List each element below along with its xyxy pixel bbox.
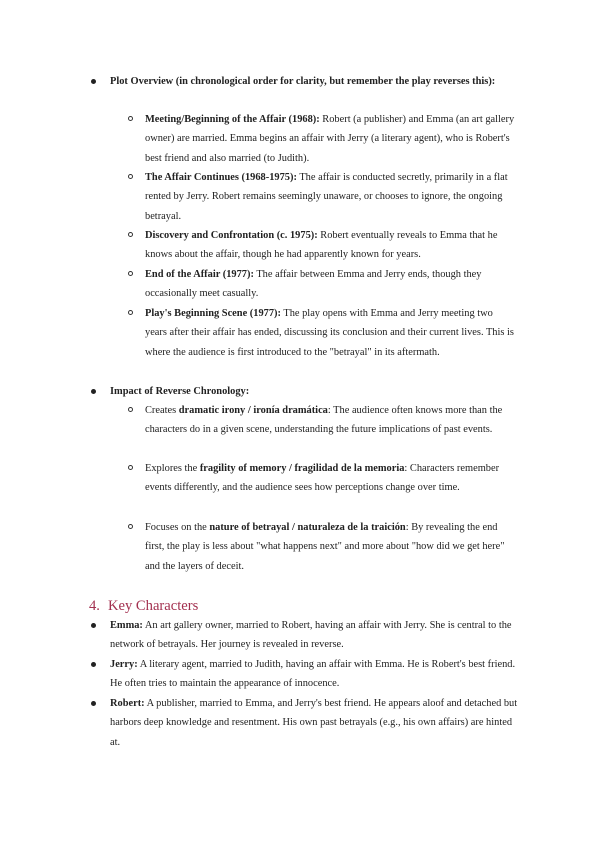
hollow-bullet-icon	[128, 310, 133, 315]
bullet-icon	[91, 389, 96, 394]
overview-item-beginning-scene: Play's Beginning Scene (1977): The play opens with Emma and Jerry meeting two years after their affair has ended, discussing its conclusion and their current lives. This is where the audience is first introduced to the "betrayal" in its aftermath.	[145, 308, 514, 358]
bullet-icon	[91, 662, 96, 667]
hollow-bullet-icon	[128, 407, 133, 412]
plot-overview-heading	[110, 72, 522, 91]
character-emma: Emma: An art gallery owner, married to Robert, having an affair with Jerry. She is central to the network of betrayals. Her journey is revealed in reverse.	[110, 620, 512, 651]
overview-item-continues: The Affair Continues (1968-1975): The affair is conducted secretly, primarily in a flat rented by Jerry. Robert remains seemingly unaware, or chooses to ignore, the ongoing betrayal.	[145, 172, 508, 222]
overview-item-discovery: Discovery and Confrontation (c. 1975): Robert eventually reveals to Emma that he knows about the affair, though he had apparently known for years.	[145, 230, 498, 261]
character-jerry: Jerry: A literary agent, married to Judith, having an affair with Emma. He is Robert's best friend. He often tries to maintain the appearance of innocence.	[110, 659, 516, 690]
impact-item-memory: Explores the fragility of memory / fragilidad de la memoria: Characters remember events differently, and the audience sees how perceptions change over time.	[145, 463, 500, 494]
overview-item-meeting: Meeting/Beginning of the Affair (1968): Robert (a publisher) and Emma (an art gallery owner) are married. Emma begins an affair with Jerry (a literary agent), who is Robert's best friend and also married (to Judith).	[145, 114, 515, 164]
impact-heading: Impact of Reverse Chronology:	[110, 386, 250, 397]
hollow-bullet-icon	[128, 116, 133, 121]
plot-overview-title: Plot Overview (in chronological order for clarity, but remember the play reverses this):	[110, 76, 496, 87]
bullet-icon	[91, 701, 96, 706]
hollow-bullet-icon	[128, 465, 133, 470]
impact-item-betrayal: Focuses on the nature of betrayal / naturaleza de la traición: By revealing the end first, the play is less about "what happens next" and more about "how did we get here" and the layers of deceit.	[145, 522, 505, 572]
hollow-bullet-icon	[128, 271, 133, 276]
impact-item-irony: Creates dramatic irony / ironía dramática: The audience often knows more than the characters do in a given scene, understanding the future implications of past events.	[145, 405, 503, 436]
overview-item-end: End of the Affair (1977): The affair between Emma and Jerry ends, though they occasionally meet casually.	[145, 269, 482, 300]
hollow-bullet-icon	[128, 174, 133, 179]
section-heading-key-characters: 4. Key Characters	[89, 598, 199, 614]
character-robert: Robert: A publisher, married to Emma, and Jerry's best friend. He appears aloof and detached but harbors deep knowledge and resentment. His own past betrayals (e.g., his own affairs) are hinted at.	[110, 698, 518, 748]
hollow-bullet-icon	[128, 524, 133, 529]
hollow-bullet-icon	[128, 232, 133, 237]
bullet-icon	[91, 623, 96, 628]
bullet-icon	[91, 79, 96, 84]
